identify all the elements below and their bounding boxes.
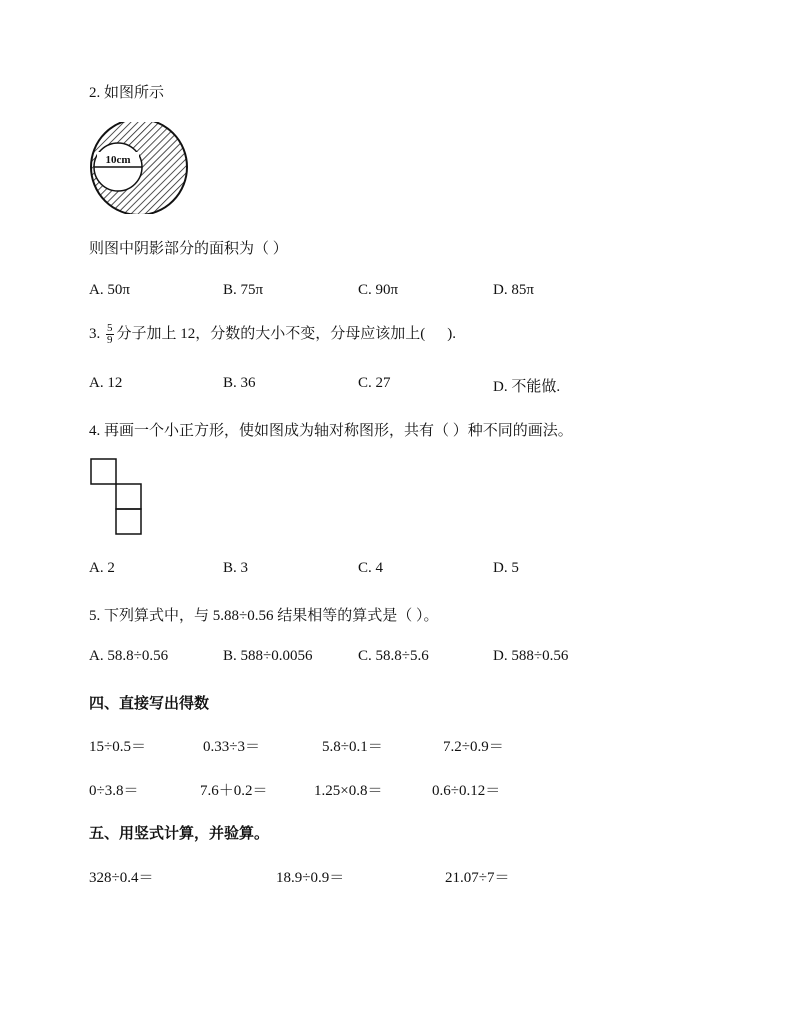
square-bottom [116,509,141,534]
q2-option-b: B. 75π [223,282,264,298]
q3-option-d: D. 不能做. [493,379,561,395]
vertical-calc-item: 18.9÷0.9＝ [276,870,345,886]
q3-text-b: ). [447,326,456,342]
q5-option-d: D. 588÷0.56 [493,648,569,664]
calc-item: 5.8÷0.1＝ [322,739,383,755]
q2-title: 2. 如图所示 [89,85,165,101]
calc-item: 0÷3.8＝ [89,783,139,799]
vertical-calc-item: 21.07÷7＝ [445,870,510,886]
calc-item: 1.25×0.8＝ [314,783,383,799]
calc-item: 7.6＋0.2＝ [200,783,268,799]
q4-option-b: B. 3 [223,560,249,576]
q4-option-c: C. 4 [358,560,384,576]
calc-item: 0.33÷3＝ [203,739,260,755]
q5-option-b: B. 588÷0.0056 [223,648,313,664]
q3-number: 3. [89,326,101,342]
q2-option-c: C. 90π [358,282,399,298]
q5-question: 5. 下列算式中，与 5.88÷0.56 结果相等的算式是（ ）。 [89,608,439,624]
q5-option-c: C. 58.8÷5.6 [358,648,429,664]
q5-option-a: A. 58.8÷0.56 [89,648,169,664]
calc-item: 15÷0.5＝ [89,739,146,755]
section4-heading: 四、直接写出得数 [89,696,210,712]
square-top [91,459,116,484]
q3-text-a: 分子加上 12，分数的大小不变，分母应该加上( [116,326,426,342]
calc-item: 7.2÷0.9＝ [443,739,504,755]
q4-option-a: A. 2 [89,560,115,576]
section5-heading: 五、用竖式计算，并验算。 [89,826,270,842]
squares-figure [89,457,145,537]
q3-option-a: A. 12 [89,375,123,391]
q3-question [89,322,456,346]
vertical-calc-item: 328÷0.4＝ [89,870,154,886]
q4-question: 4. 再画一个小正方形，使如图成为轴对称图形，共有（ ）种不同的画法。 [89,423,573,439]
q3-fraction-numerator: 5 [107,322,113,335]
q3-fraction [106,323,114,346]
q3-option-b: B. 36 [223,375,256,391]
q4-option-d: D. 5 [493,560,519,576]
q2-option-d: D. 85π [493,282,534,298]
square-middle [116,484,141,509]
calc-item: 0.6÷0.12＝ [432,783,501,799]
annulus-figure [88,122,192,214]
q2-option-a: A. 50π [89,282,130,298]
q3-fraction-denominator: 9 [107,334,113,347]
figure-label: 10cm [105,154,131,166]
q3-option-c: C. 27 [358,375,391,391]
q2-question: 则图中阴影部分的面积为（ ） [89,241,288,257]
